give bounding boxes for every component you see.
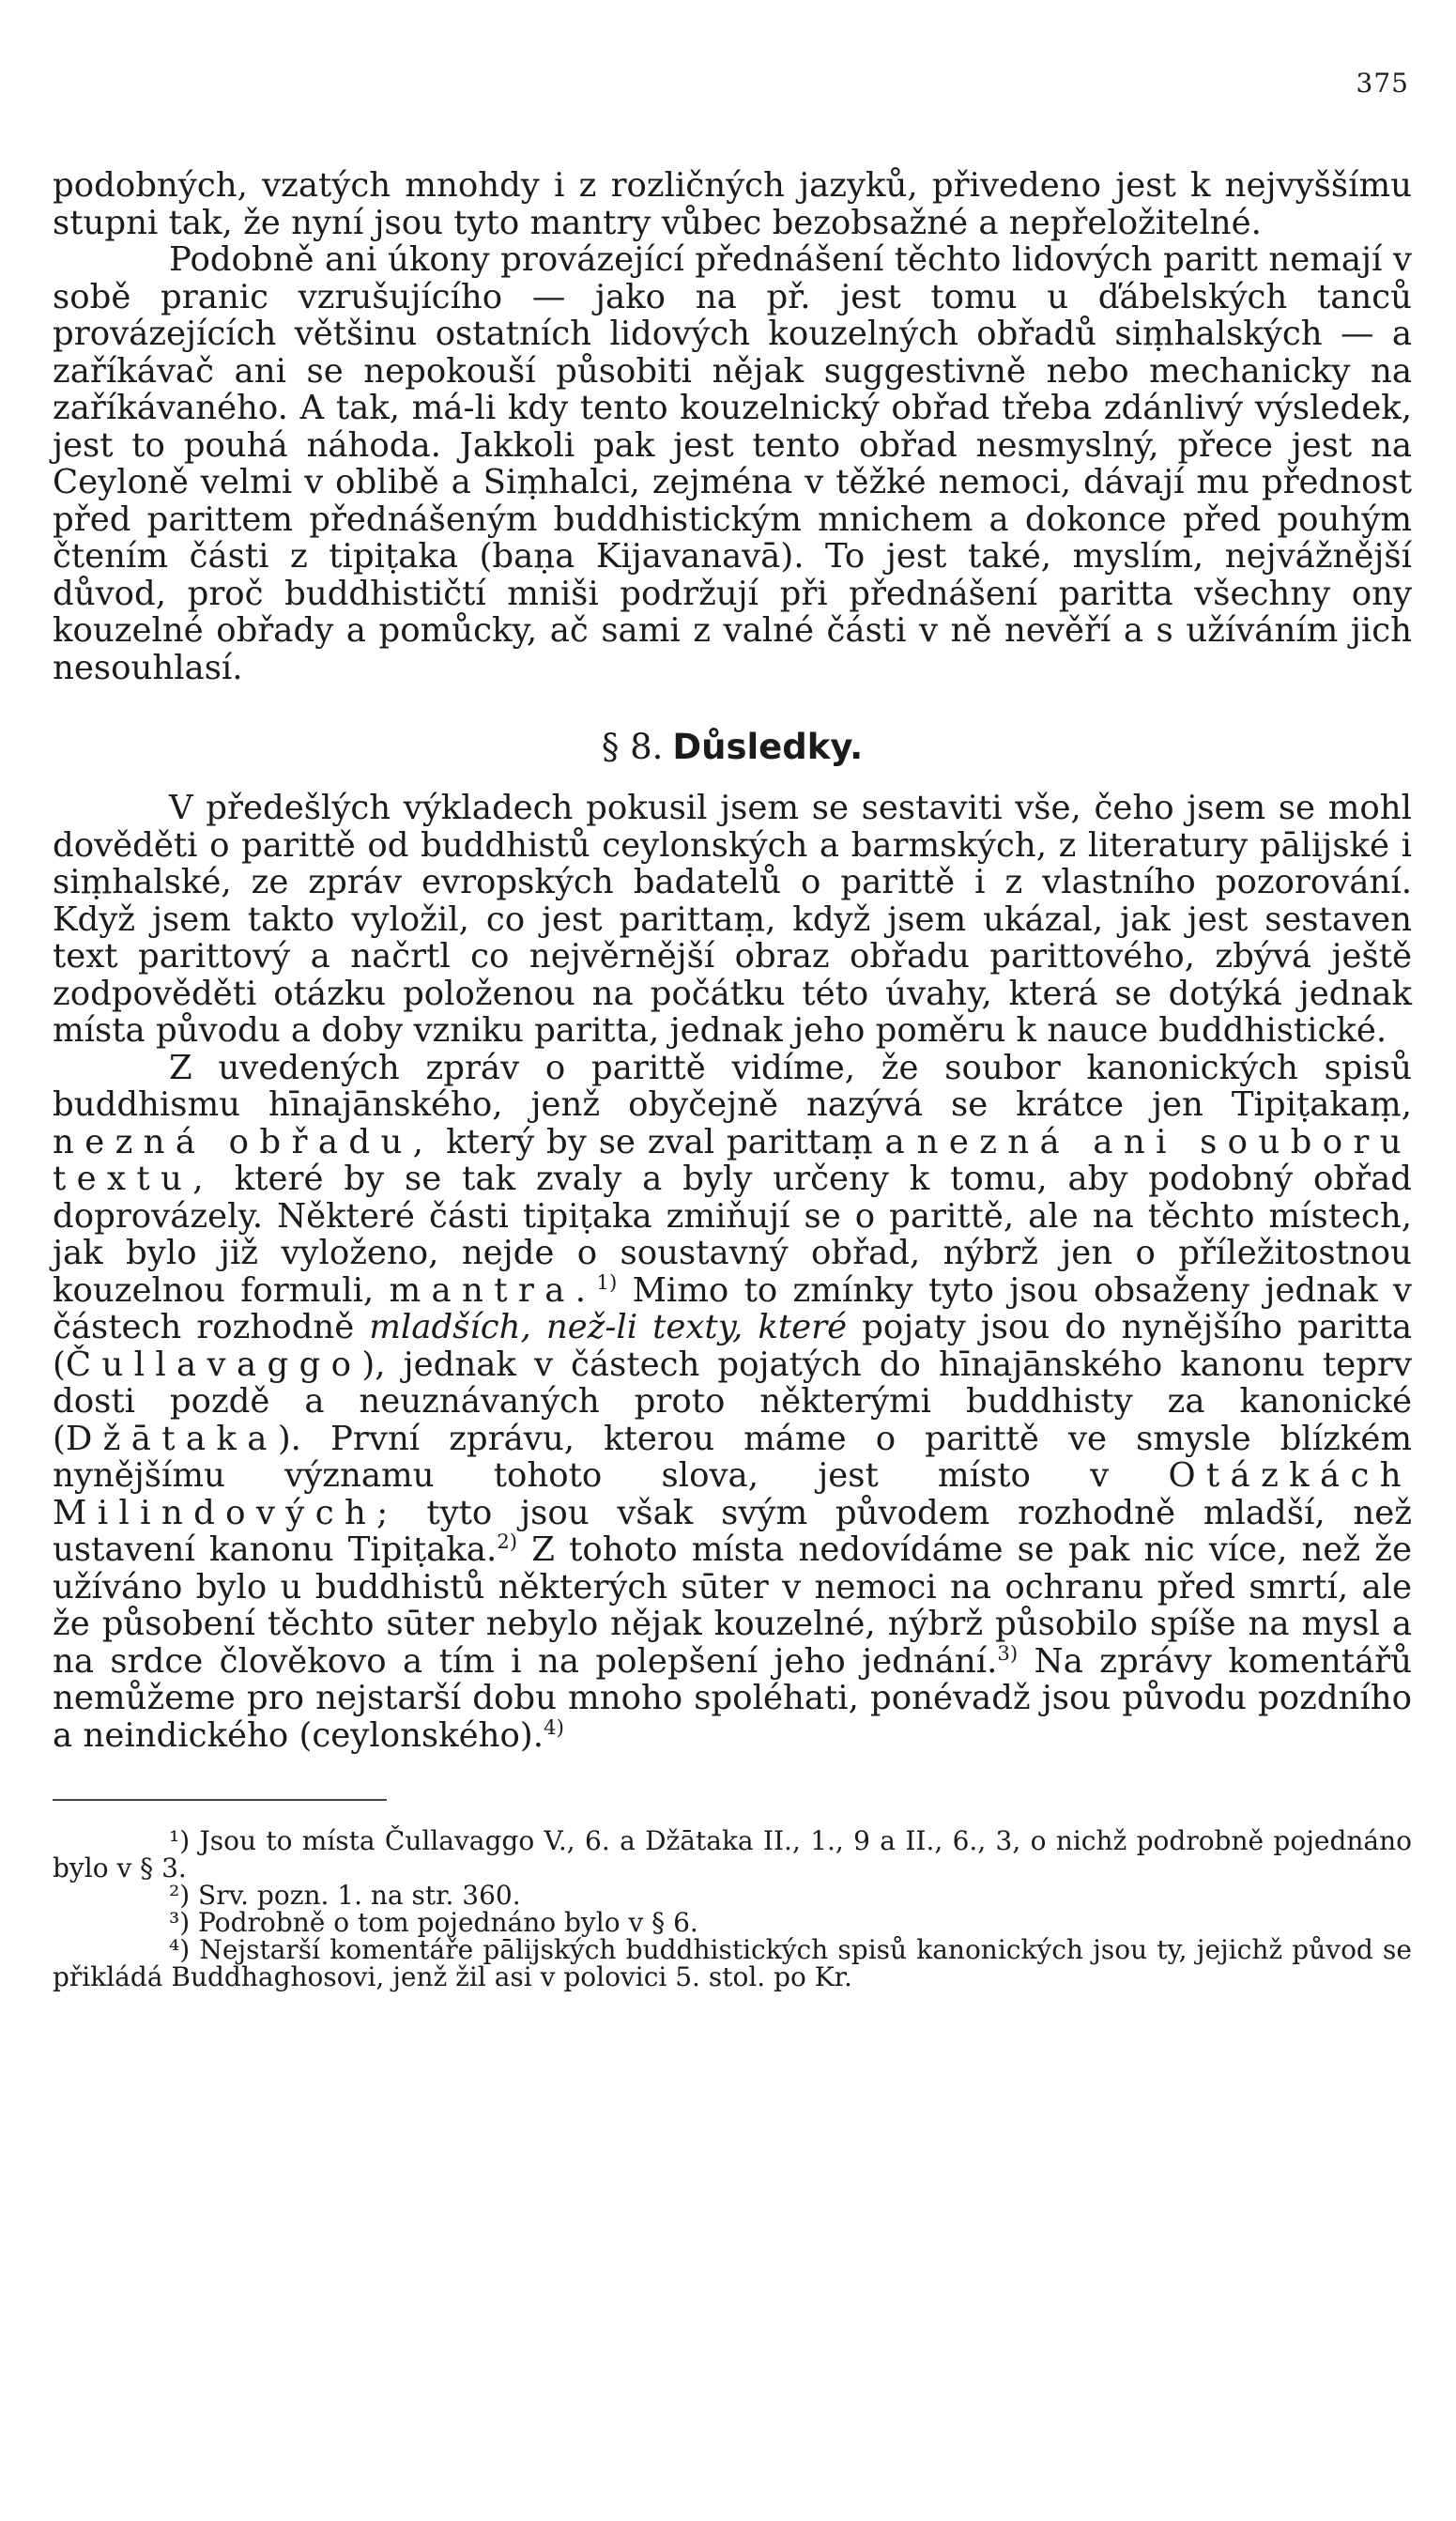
p4-text-10: Na zprávy komentářů nemůžeme pro nejstarší dobu mnoho spoléhati, ponévadž jsou původu pozdního a neindického (ceylonského). xyxy=(53,1641,1412,1755)
p4-italic-1: mladších, než-li texty, které xyxy=(369,1308,848,1346)
footnote-ref-1: 1) xyxy=(596,1270,618,1295)
section-number: § 8. xyxy=(601,727,664,767)
p4-spaced-4: Čullavaggo xyxy=(65,1345,362,1384)
p4-spaced-5: Džātaka xyxy=(65,1419,278,1458)
paragraph-4 xyxy=(53,1050,1412,1755)
footnote-ref-2: 2) xyxy=(497,1530,518,1555)
footnote-1: ¹) Jsou to místa Čullavaggo V., 6. a Džātaka II., 1., 9 a II., 6., 3, o nichž podrobně pojednáno bylo v § 3. xyxy=(53,1825,1412,1883)
page-number: 375 xyxy=(1356,68,1409,99)
p4-spaced-3: mantra. xyxy=(389,1270,597,1310)
footnotes xyxy=(53,1827,1412,1991)
p4-text-3: které by se tak zvaly a byly určeny k tomu, aby podobný obřad doprovázely. Některé části tipiṭaka zmiňují se o parittě, ale na těchto místech, jak bylo již vyloženo, nejde o soustavný obřad, nýbrž jen o příležitostnou kouzelnou formuli, xyxy=(53,1160,1412,1310)
page-body xyxy=(53,167,1412,1991)
footnote-divider xyxy=(53,1799,387,1801)
footnote-4: ⁴) Nejstarší komentáře pālijských buddhistických spisů kanonických jsou ty, jejichž původ se přikládá Buddhaghosovi, jenž žil asi v polovici 5. stol. po Kr. xyxy=(53,1934,1412,1992)
p4-spaced-1: nezná obřadu, xyxy=(53,1122,435,1161)
p4-text-9: Z tohoto místa nedovídáme se pak nic více, než že užíváno bylo u buddhistů některých sūter v nemoci na ochranu před smrtí, ale že působení těchto sūter nebylo nějak kouzelné, nýbrž působilo spíše na mysl a na srdce člověkovo a tím i na polepšení jeho jednání. xyxy=(53,1530,1412,1681)
p4-text-2: který by se zval parittaṃ a xyxy=(446,1122,905,1161)
paragraph-1: podobných, vzatých mnohdy i z rozličných jazyků, přivedeno jest k nejvyššímu stupni tak, že nyní jsou tyto mantry vůbec bezobsažné a nepřeložitelné. xyxy=(53,166,1412,242)
footnote-ref-3: 3) xyxy=(997,1641,1019,1666)
p4-text-1: Z uvedených zpráv o parittě vidíme, že soubor kanonických spisů buddhismu hīnajānského, jenž obyčejně nazývá se krátce jen Tipiṭakaṃ, xyxy=(53,1048,1412,1124)
section-title: Důsledky. xyxy=(672,727,864,767)
paragraph-3: V předešlých výkladech pokusil jsem se sestaviti vše, čeho jsem se mohl dověděti o parittě od buddhistů ceylonských a barmských, z literatury pālijské i siṃhalské, ze zpráv evropských badatelů o parittě i z vlastního pozorování. Když jsem takto vyložil, co jest parittaṃ, když jsem ukázal, jak jest sestaven text parittový a načrtl co nejvěrnější obraz obřadu parittového, zbývá ještě zodpověděti otázku položenou na počátku této úvahy, která se dotýká jednak místa původu a doby vzniku paritta, jednak jeho poměru k nauce buddhistické. xyxy=(53,789,1412,1050)
footnote-2: ²) Srv. pozn. 1. na str. 360. xyxy=(169,1880,521,1911)
footnote-3: ³) Podrobně o tom pojednáno bylo v § 6. xyxy=(169,1907,698,1938)
p4-text-8: tyto jsou však svým původem rozhodně mladší, než ustavení kanonu Tipiṭaka. xyxy=(53,1493,1412,1569)
section-heading xyxy=(53,724,1412,771)
footnote-ref-4: 4) xyxy=(544,1715,564,1740)
p4-spaced-6: Otázkách Milindových; xyxy=(53,1456,1412,1532)
p4-text-4: Mimo to zmínky tyto jsou obsaženy jednak v částech rozhodně xyxy=(53,1270,1412,1346)
p4-text-7: ). První zprávu, kterou máme o parittě ve smysle blízkém nynějšímu významu tohoto slova, jest místo v xyxy=(53,1419,1412,1495)
p4-text-5: pojaty jsou do nynějšího paritta ( xyxy=(53,1308,1412,1384)
p4-spaced-2: nezná ani souboru textu, xyxy=(53,1122,1412,1198)
p4-text-6: ), jednak v částech pojatých do hīnajānského kanonu teprv dosti pozdě a neuznávaných proto některými buddhisty za kanonické ( xyxy=(53,1345,1412,1458)
paragraph-2: Podobně ani úkony provázející přednášení těchto lidových paritt nemají v sobě pranic vzrušujícího — jako na př. jest tomu u ďábelských tanců provázejících většinu ostatních lidových kouzelných obřadů siṃhalských — a zaříkávač ani se nepokouší působiti nějak suggestivně nebo mechanicky na zaříkávaného. A tak, má-li kdy tento kouzelnický obřad třeba zdánlivý výsledek, jest to pouhá náhoda. Jakkoli pak jest tento obřad nesmyslný, přece jest na Ceyloně velmi v oblibě a Siṃhalci, zejména v těžké nemoci, dávají mu přednost před parittem přednášeným buddhistickým mnichem a dokonce před pouhým čtením části z tipiṭaka (baṇa Kijavanavā). To jest také, myslím, nejvážnější důvod, proč buddhističtí mniši podržují při přednášení paritta všechny ony kouzelné obřady a pomůcky, ač sami z valné části v ně nevěří a s užíváním jich nesouhlasí. xyxy=(53,240,1412,687)
